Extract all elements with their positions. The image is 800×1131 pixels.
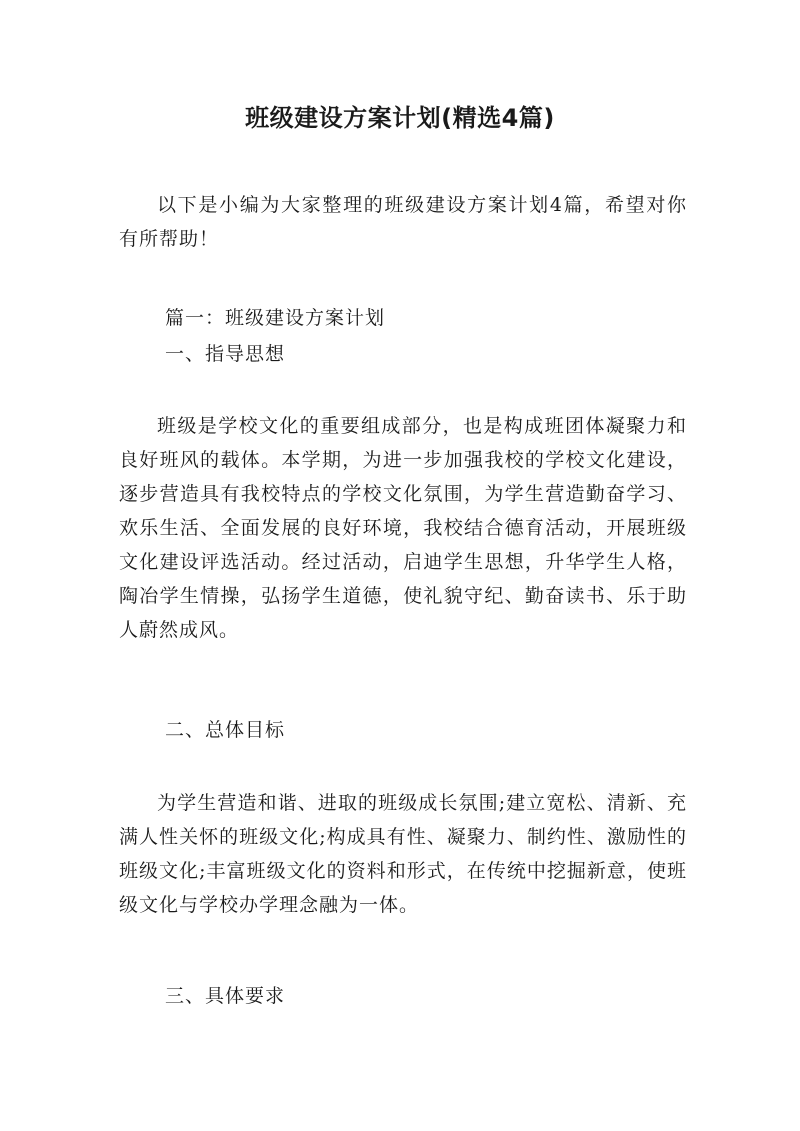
section-paragraph-overall-goals: 为学生营造和谐、进取的班级成长氛围;建立宽松、清新、充满人性关怀的班级文化;构成具有性、凝聚力、制约性、激励性的班级文化;丰富班级文化的资料和形式，在传统中挖掘新意，使班级文化与学校办学理念融为一体。 bbox=[119, 792, 687, 916]
section-heading-guiding-ideology: 一、指导思想 bbox=[165, 343, 286, 365]
section-paragraph-guiding-ideology: 班级是学校文化的重要组成部分，也是构成班团体凝聚力和良好班风的载体。本学期，为进一步加强我校的学校文化建设，逐步营造具有我校特点的学校文化氛围，为学生营造勤奋学习、欢乐生活、全面发展的良好环境，我校结合德育活动，开展班级文化建设评选活动。经过活动，启迪学生思想，升华学生人格，陶冶学生情操，弘扬学生道德，使礼貌守纪、勤奋读书、乐于助人蔚然成风。 bbox=[119, 415, 687, 641]
intro-paragraph: 以下是小编为大家整理的班级建设方案计划4篇，希望对你有所帮助！ bbox=[119, 194, 687, 250]
section-heading-overall-goals: 二、总体目标 bbox=[165, 719, 286, 741]
document-title: 班级建设方案计划(精选4篇) bbox=[245, 104, 555, 132]
section-heading-specific-requirements: 三、具体要求 bbox=[165, 985, 286, 1007]
part-heading: 篇一：班级建设方案计划 bbox=[165, 307, 386, 329]
